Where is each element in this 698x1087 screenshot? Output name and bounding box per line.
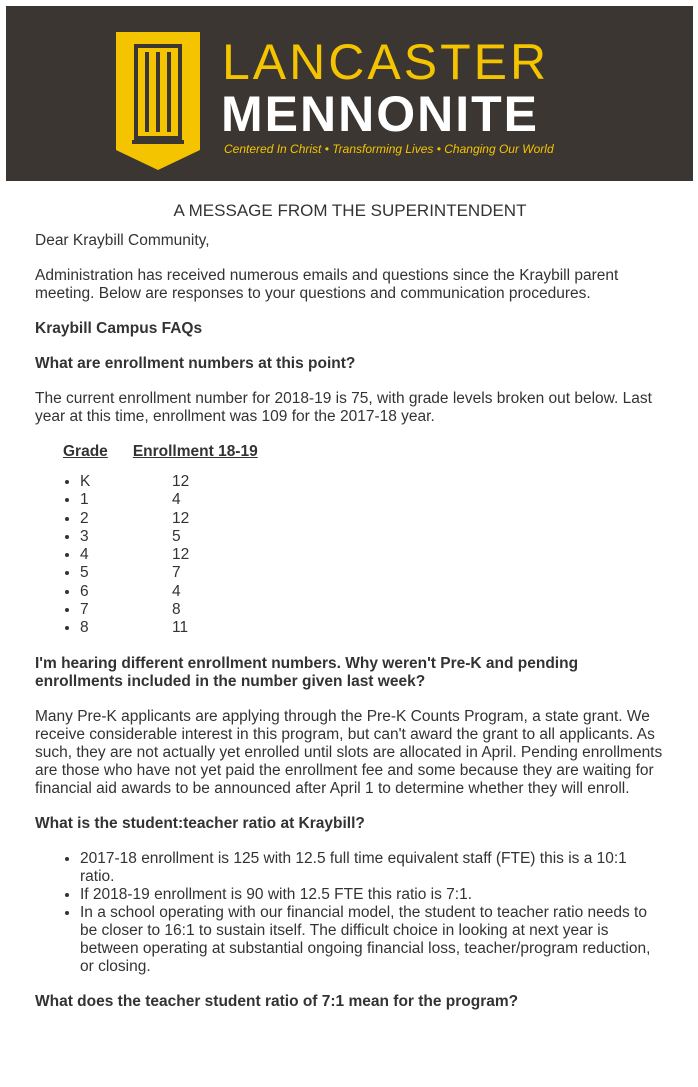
grade-row: • 1 4 — [80, 491, 665, 509]
grade-column-header: Grade — [63, 443, 108, 460]
list-item: • If 2018-19 enrollment is 90 with 12.5 FTE this ratio is 7:1. — [80, 886, 665, 904]
intro-paragraph: Administration has received numerous emails and questions since the Kraybill parent meeting. Below are responses to your questions and communication procedures. — [35, 267, 619, 302]
brand-name-line2: MENNONITE — [221, 86, 539, 142]
list-item: • In a school operating with our financial model, the student to teacher ratio needs to be closer to 16:1 to sustain itself. The difficult choice in looking at next year is between operating at substantial ongoing financial loss, teacher/program reduction, or closing. — [80, 904, 665, 976]
enrollment-table-header — [63, 443, 665, 461]
question-enrollment-numbers: What are enrollment numbers at this point? — [35, 355, 356, 372]
grade-row: • 6 4 — [80, 583, 665, 601]
message-body — [35, 202, 665, 1028]
question-student-teacher-ratio: What is the student:teacher ratio at Kraybill? — [35, 814, 365, 832]
enrollment-column-header: Enrollment 18-19 — [132, 443, 258, 460]
grade-row: • 4 12 — [80, 546, 665, 564]
grade-row: • 5 7 — [80, 564, 665, 582]
grade-row: • 3 5 — [80, 528, 665, 546]
faq-heading: Kraybill Campus FAQs — [35, 320, 203, 337]
greeting: Dear Kraybill Community, — [35, 232, 210, 249]
grade-row: • K 12 — [80, 473, 665, 491]
grade-row: • 7 8 — [80, 601, 665, 619]
ratio-list — [35, 850, 665, 976]
grade-row: • 2 12 — [80, 510, 665, 528]
grade-row: • 8 11 — [80, 619, 665, 637]
list-item: • 2017-18 enrollment is 125 with 12.5 full time equivalent staff (FTE) this is a 10:1 ratio. — [80, 850, 665, 886]
question-ratio-meaning: What does the teacher student ratio of 7:1 mean for the program? — [35, 992, 519, 1010]
message-title: A MESSAGE FROM THE SUPERINTENDENT — [173, 201, 527, 220]
brand-tagline: Centered In Christ • Transforming Lives • Changing Our World — [224, 142, 554, 156]
school-shield-logo-icon — [112, 28, 204, 174]
brand-name-line1: LANCASTER — [222, 34, 550, 90]
enrollment-by-grade-list — [35, 473, 665, 638]
email-header-banner — [6, 6, 693, 181]
answer-prek-pending: Many Pre-K applicants are applying through the Pre-K Counts Program, a state grant. We receive considerable interest in this program, but can't award the grant to all applicants. As such, they are not actually yet enrolled until slots are allocated in April. Pending enrollments are those who have not yet paid the enrollment fee and some because they are waiting for financial aid awards to be announced after April 1 to determine whether they will enroll. — [35, 707, 663, 797]
question-prek-pending: I'm hearing different enrollment numbers. Why weren't Pre-K and pending enrollments included in the number given last week? — [35, 654, 579, 690]
answer-enrollment-numbers: The current enrollment number for 2018-19 is 75, with grade levels broken out below. Last year at this time, enrollment was 109 for the 2017-18 year. — [35, 390, 652, 425]
